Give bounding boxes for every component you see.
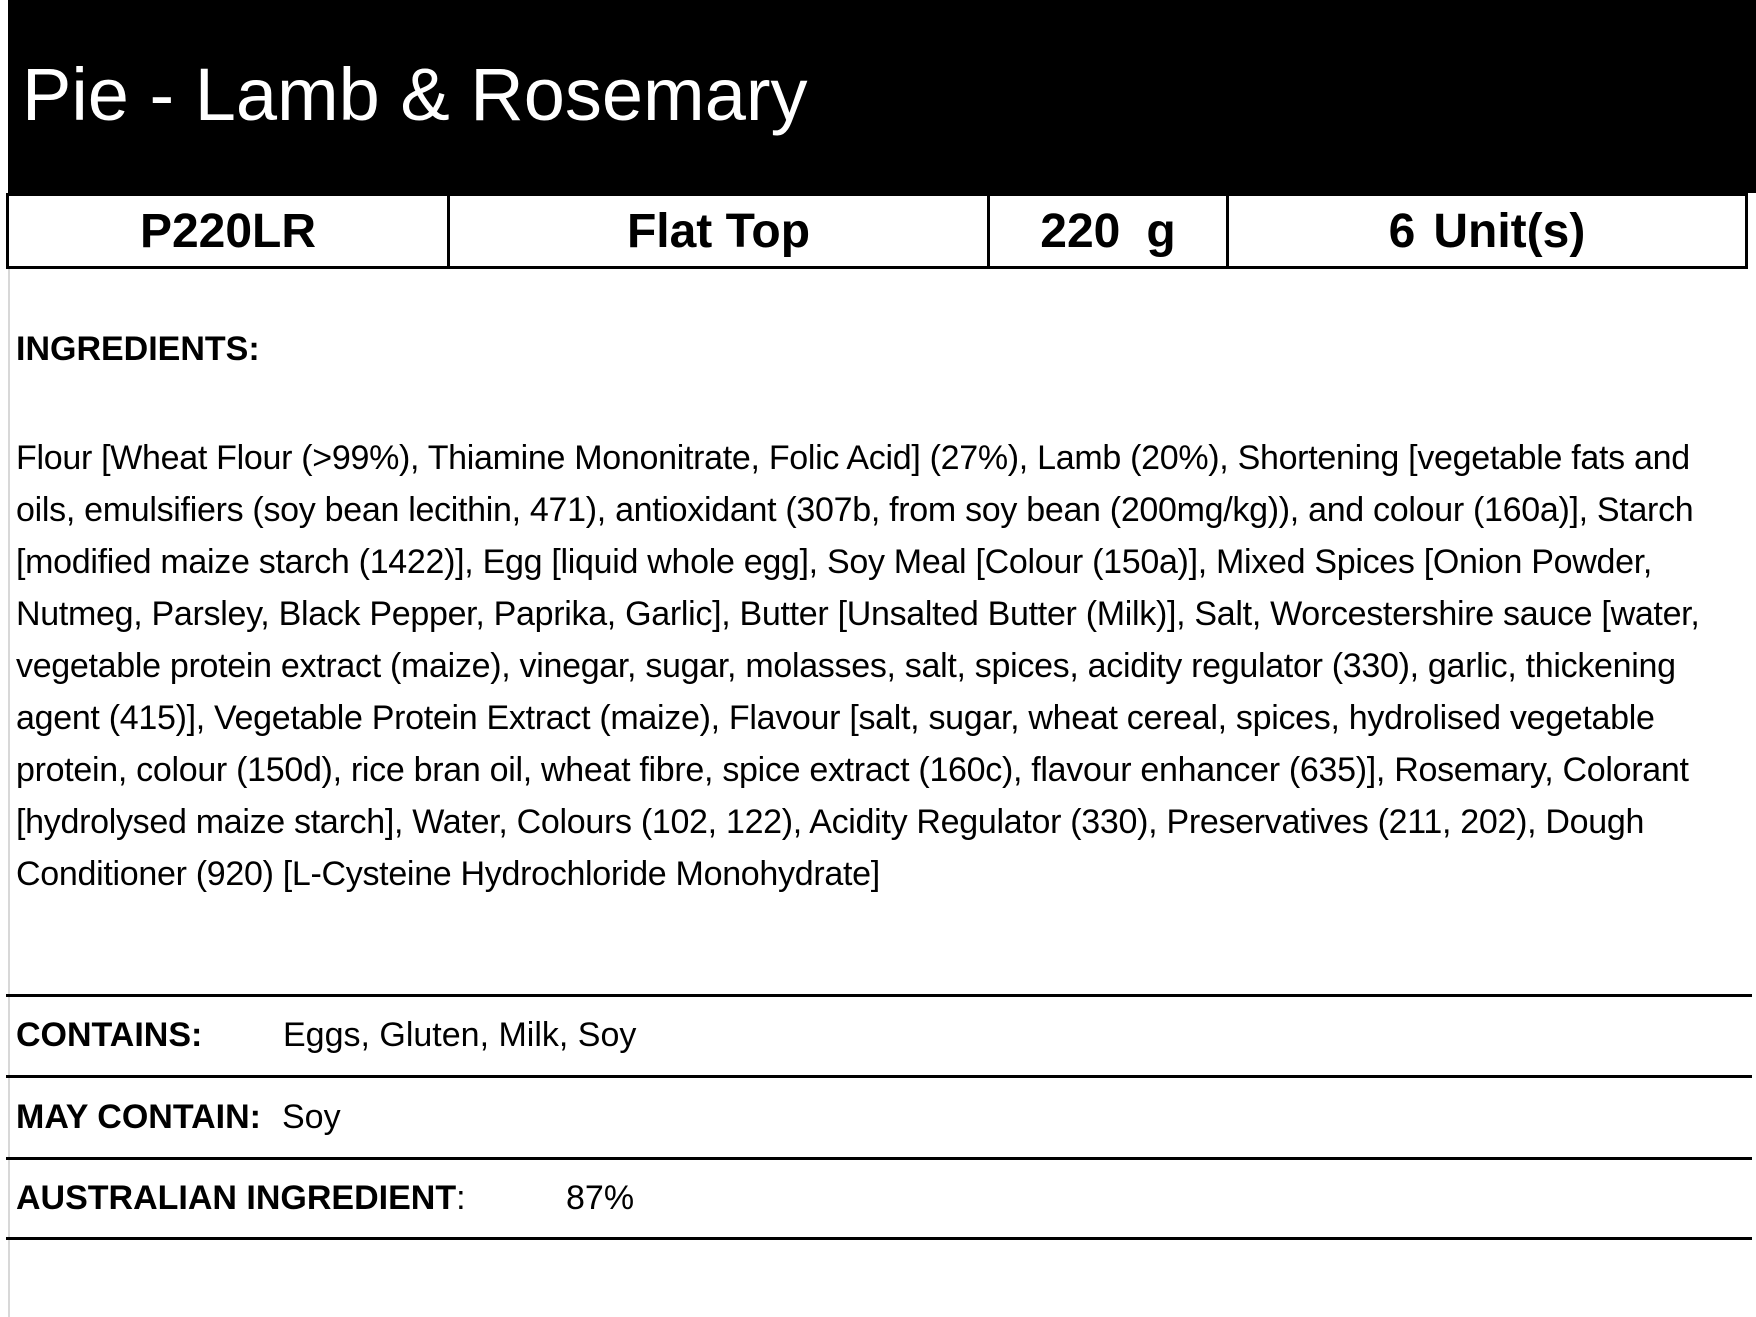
divider [6,994,1752,997]
contains-value: Eggs, Gluten, Milk, Soy [283,1016,637,1054]
divider [6,1157,1752,1160]
product-weight [990,196,1229,266]
ingredients-heading: INGREDIENTS: [16,330,260,368]
weight-value: 220 [1040,204,1121,258]
product-pack-quantity [1229,196,1745,266]
divider [6,1237,1752,1240]
product-code-value: P220LR [139,204,317,258]
pack-qty-value: 6 [1388,204,1416,258]
product-spec-row [6,193,1748,269]
australian-ingredient-label [16,1179,466,1218]
pack-unit: Unit(s) [1433,204,1586,258]
ingredients-text: Flour [Wheat Flour (>99%), Thiamine Mononitrate, Folic Acid] (27%), Lamb (20%), Shortening [vegetable fats and oils, emulsifiers (soy bean lecithin, 471), antioxidant (307b, from soy bean (200mg/kg)), and colour (160a)], Starch [modified maize starch (1422)], Egg [liquid whole egg], Soy Meal [Colour (150a)], Mixed Spices [Onion Powder, Nutmeg, Parsley, Black Pepper, Paprika, Garlic], Butter [Unsalted Butter (Milk)], Salt, Worcestershire sauce [water, vegetable protein extract (maize), vinegar, sugar, molasses, salt, spices, acidity regulator (330), garlic, thickening agent (415)], Vegetable Protein Extract (maize), Flavour [salt, sugar, wheat cereal, spices, hydrolised vegetable protein, colour (150d), rice bran oil, wheat fibre, spice extract (160c), flavour enhancer (635)], Rosemary, Colorant [hydrolysed maize starch], Water, Colours (102, 122), Acidity Regulator (330), Preservatives (211, 202), Dough Conditioner (920) [L-Cysteine Hydrochloride Monohydrate] [16,439,1700,893]
product-style-value: Flat Top [626,204,811,258]
australian-ingredient-label-text: AUSTRALIAN INGREDIENT [16,1179,457,1217]
australian-ingredient-colon: : [456,1179,466,1217]
product-style [450,196,990,266]
weight-unit: g [1146,204,1176,258]
may-contain-value: Soy [282,1098,341,1136]
australian-ingredient-value: 87% [566,1179,635,1217]
divider [6,1075,1752,1078]
contains-label: CONTAINS: [16,1016,203,1054]
product-code [9,196,450,266]
product-title: Pie - Lamb & Rosemary [22,53,808,136]
may-contain-label: MAY CONTAIN: [16,1098,261,1136]
